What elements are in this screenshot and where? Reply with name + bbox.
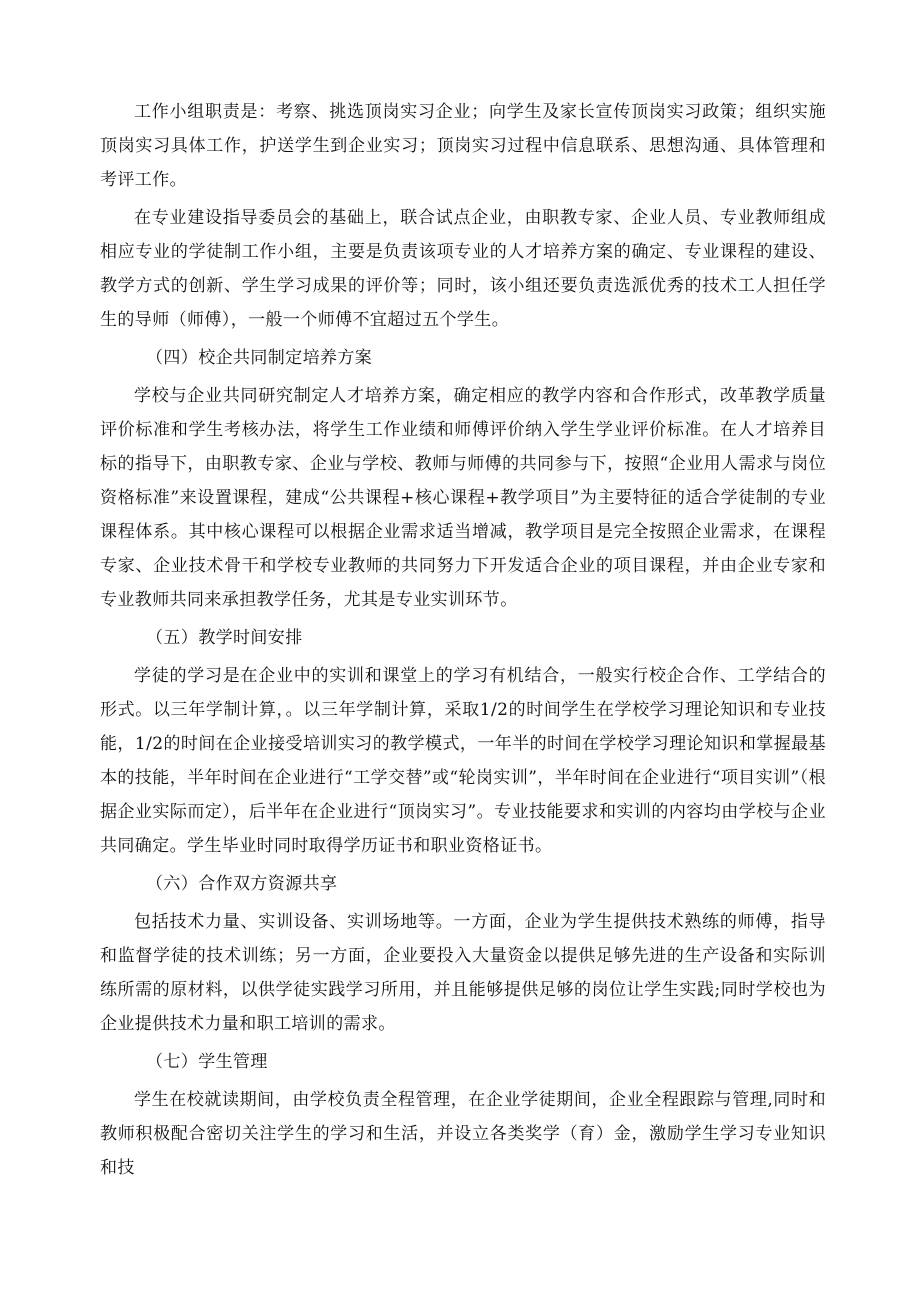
section-heading-6: （六）合作双方资源共享 <box>146 874 338 894</box>
paragraph-apprenticeship-work-group: 在专业建设指导委员会的基础上，联合试点企业，由职教专家、企业人员、专业教师组成相应专业的学徒制工作小组，主要是负责该项专业的人才培养方案的确定、专业课程的建设、教学方式的创新、学生学习成果的评价等；同时，该小组还要负责选派优秀的技术工人担任学生的导师（师傅），一般一个师傅不宜超过五个学生。 <box>100 208 826 330</box>
paragraph-work-group-duties: 工作小组职责是：考察、挑选顶岗实习企业；向学生及家长宣传顶岗实习政策；组织实施顶岗实习具体工作，护送学生到企业实习；顶岗实习过程中信息联系、思想沟通、具体管理和考评工作。 <box>100 102 826 190</box>
paragraph-resource-sharing: 包括技术力量、实训设备、实训场地等。一方面，企业为学生提供技术熟练的师傅，指导和监督学徒的技术训练；另一方面，企业要投入大量资金以提供足够先进的生产设备和实际训练所需的原材料，以供学徒实践学习所用，并且能够提供足够的岗位让学生实践;同时学校也为企业提供技术力量和职工培训的需求。 <box>100 912 826 1034</box>
document-body <box>100 95 826 1185</box>
section-heading-7: （七）学生管理 <box>146 1052 268 1072</box>
paragraph-teaching-schedule: 学徒的学习是在企业中的实训和课堂上的学习有机结合，一般实行校企合作、工学结合的形式。以三年学制计算，。以三年学制计算，采取1/2的时间学生在学校学习理论知识和专业技能，1/2的时间在企业接受培训实习的教学模式，一年半的时间在学校学习理论知识和掌握最基本的技能，半年时间在企业进行“工学交替”或“轮岗实训”，半年时间在企业进行“项目实训”（根据企业实际而定），后半年在企业进行“顶岗实习”。专业技能要求和实训的内容均由学校与企业共同确定。学生毕业时同时取得学历证书和职业资格证书。 <box>100 666 826 856</box>
section-heading-5: （五）教学时间安排 <box>146 628 303 648</box>
section-heading-4: （四）校企共同制定培养方案 <box>146 348 373 368</box>
paragraph-student-management: 学生在校就读期间，由学校负责全程管理，在企业学徒期间，企业全程跟踪与管理,同时和教师积极配合密切关注学生的学习和生活，并设立各类奖学（育）金，激励学生学习专业知识和技 <box>100 1090 826 1178</box>
paragraph-training-plan: 学校与企业共同研究制定人才培养方案，确定相应的教学内容和合作形式，改革教学质量评价标准和学生考核办法，将学生工作业绩和师傅评价纳入学生学业评价标准。在人才培养目标的指导下，由职教专家、企业与学校、教师与师傅的共同参与下，按照“企业用人需求与岗位资格标准”来设置课程，建成“公共课程+核心课程+教学项目”为主要特征的适合学徒制的专业课程体系。其中核心课程可以根据企业需求适当增减，教学项目是完全按照企业需求，在课程专家、企业技术骨干和学校专业教师的共同努力下开发适合企业的项目课程，并由企业专家和专业教师共同来承担教学任务，尤其是专业实训环节。 <box>100 386 826 610</box>
